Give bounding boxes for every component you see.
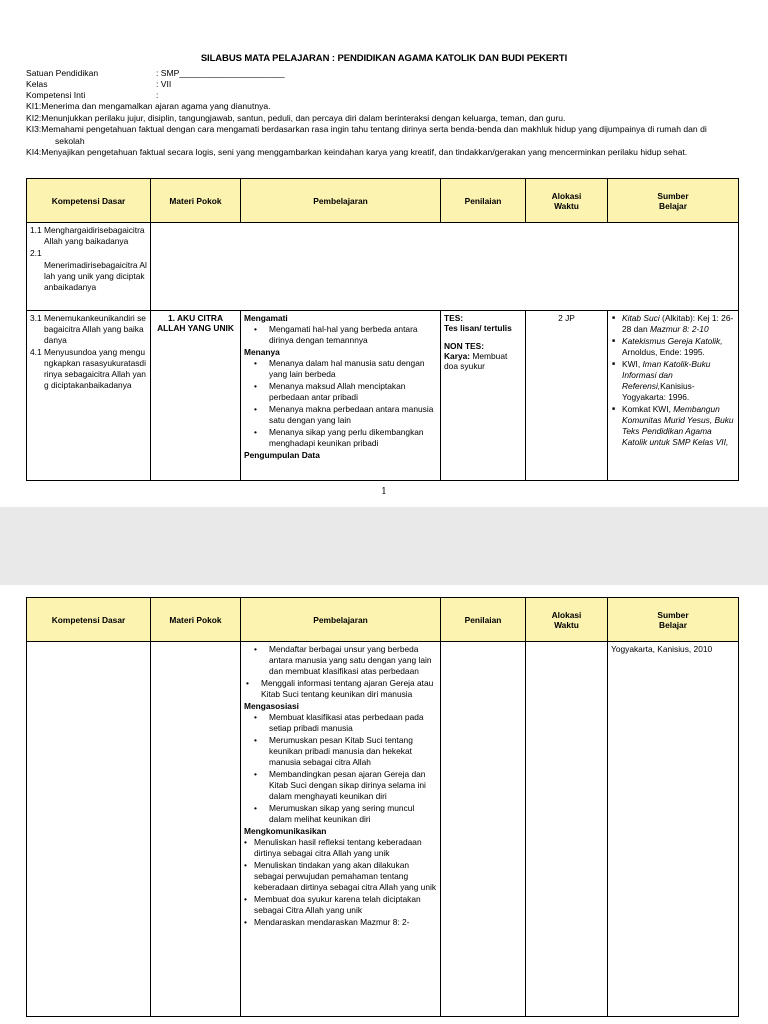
list-item: • Membandingkan pesan ajaran Gereja dan Kitab Suci dengan sikap dirinya selama ini dalam menghayati keunikan diri (244, 769, 437, 802)
alokasi-cell: 2 JP (526, 311, 608, 481)
header-pembelajaran: Pembelajaran (241, 598, 441, 642)
kd-number: 4.1 (30, 347, 42, 357)
ki-3-continued: sekolah (55, 135, 85, 146)
list-item: • Membuat klasifikasi atas perbedaan pada setiap pribadi manusia (244, 712, 437, 734)
kd-item (30, 248, 147, 259)
source-title: Katekismus Gereja Katolik, (622, 336, 723, 346)
meta-key: Satuan Pendidikan (26, 68, 99, 78)
section-heading-pengumpulan-data: Pengumpulan Data (244, 450, 320, 460)
section-heading-mengkomunikasikan: Mengkomunikasikan (244, 826, 327, 836)
table-header-row (27, 179, 739, 223)
header-alokasi-waktu (526, 598, 608, 642)
source-title: Iman Katolik-Buku Informasi dan Referensi, (622, 359, 711, 391)
source-text: Kanisius-Yogyakarta: 1996. (622, 381, 695, 402)
penilaian-tes-detail: Tes lisan/ tertulis (444, 323, 512, 333)
ki-1: KI1:Menerima dan mengamalkan ajaran agama yang dianutnya. (26, 101, 271, 111)
materi-pokok-cell: 1. AKU CITRA ALLAH YANG UNIK (151, 311, 241, 481)
header-materi-pokok: Materi Pokok (151, 179, 241, 223)
list-item: • Merumuskan pesan Kitab Suci tentang keunikan pribadi manusia dan hekekat manusia sebagai citra Allah (244, 735, 437, 768)
header-alokasi-line2: Waktu (554, 200, 579, 211)
source-author: KWI, (622, 359, 643, 369)
header-penilaian: Penilaian (441, 179, 526, 223)
kd-item (30, 313, 147, 346)
sumber-list (611, 313, 735, 448)
source-title: Membangun Komunitas Murid Yesus, Buku Teks Pendidikan Agama Katolik untuk SMP Kelas VII, (622, 404, 734, 447)
kd-cell (27, 311, 151, 481)
document-page-2 (0, 585, 768, 1024)
kd-text (44, 248, 147, 259)
penilaian-tes: TES: (444, 313, 464, 323)
kd-item (30, 347, 147, 391)
header-materi-pokok: Materi Pokok (151, 598, 241, 642)
meta-value: : VII (156, 79, 172, 89)
page-number: 1 (381, 487, 387, 497)
table-row (27, 223, 739, 311)
header-kompetensi-dasar: Kompetensi Dasar (27, 179, 151, 223)
menanya-list (244, 358, 437, 449)
kd-number (30, 260, 44, 293)
sumber-cell: Yogyakarta, Kanisius, 2010 (608, 642, 739, 1017)
meta-kelas (26, 79, 171, 89)
source-author: Komkat KWI, (622, 404, 674, 414)
kd-number: 3.1 (30, 313, 42, 323)
section-heading-mengamati: Mengamati (244, 313, 288, 323)
meta-value: : SMP______________________ (156, 68, 285, 78)
source-title: Mazmur 8: 2-10 (649, 324, 709, 334)
kd-text: Menemukankeunikandiri sebagaicitra Allah yang baikadanya (44, 313, 146, 345)
list-item (611, 336, 735, 358)
header-alokasi-line1: Alokasi (551, 190, 582, 201)
kd-text: Menerimadirisebagaicitra Allah yang unik yang diciptakanbaikadanya (44, 260, 147, 292)
table-header-row (27, 598, 739, 642)
kd-cell (27, 642, 151, 1017)
syllabus-table (26, 178, 739, 481)
kd-item (30, 260, 147, 293)
meta-key: Kelas (26, 79, 48, 89)
kd-text: Menghargaidirisebagaicitra Allah yang baikadanya (44, 225, 145, 246)
mendaftar-list (244, 644, 437, 677)
source-title: Kitab Suci (622, 313, 660, 323)
pembelajaran-cell (241, 642, 441, 1017)
header-pembelajaran: Pembelajaran (241, 179, 441, 223)
section-heading-menanya: Menanya (244, 347, 280, 357)
list-item: • Mendaraskan mendaraskan Mazmur 8: 2- (244, 917, 437, 928)
header-sumber-line1: Sumber (657, 609, 689, 620)
list-item (611, 359, 735, 403)
penilaian-cell (441, 311, 526, 481)
list-item: • Menanya sikap yang perlu dikembangkan menghadapi keunikan pribadi (244, 427, 437, 449)
ki-2: KI2:Menunjukkan perilaku jujur, disiplin, tangungjawab, santun, peduli, dan percaya diri dalam berinteraksi dengan keluarga, teman, dan guru. (26, 112, 566, 123)
list-item: • Menuliskan hasil refleksi tentang keberadaan dirtinya sebagai citra Allah yang unik (244, 837, 437, 859)
header-alokasi-line1: Alokasi (551, 609, 582, 620)
empty-cell (151, 223, 739, 311)
karya-text: Membuat doa syukur (444, 351, 508, 371)
meta-value: : (156, 90, 159, 100)
kd-number: 2.1 (30, 248, 42, 258)
header-sumber-line1: Sumber (657, 190, 689, 201)
list-item (611, 313, 735, 335)
meta-key: Kompetensi Inti (26, 90, 86, 100)
ki-3: KI3:Memahami pengetahuan faktual dengan cara mengamati berdasarkan rasa ingin tahu tentang dirinya serta benda-benda dan makhluk hidup yang dijumpainya di rumah dan di (26, 124, 707, 134)
mengkomunikasikan-list (244, 837, 437, 928)
source-text: (Alkitab): Kej 1: 26-28 dan (622, 313, 734, 334)
header-sumber-line2: Belajar (659, 619, 687, 630)
table-row (27, 311, 739, 481)
karya-label: Karya: (444, 351, 471, 361)
list-item: • Menanya makna perbedaan antara manusia satu dengan yang lain (244, 404, 437, 426)
syllabus-table-continued (26, 597, 739, 1017)
table-row (27, 642, 739, 1017)
kd-cell (27, 223, 151, 311)
list-item: • Merumuskan sikap yang sering muncul dalam melihat keunikan diri (244, 803, 437, 825)
meta-kompetensi-inti (26, 90, 158, 100)
penilaian-karya (444, 351, 522, 371)
mengasosiasi-list (244, 712, 437, 825)
list-item: • Menanya maksud Allah menciptakan perbedaan antar pribadi (244, 381, 437, 403)
document-page-1 (0, 0, 768, 507)
materi-pokok-cell (151, 642, 241, 1017)
document-title: SILABUS MATA PELAJARAN : PENDIDIKAN AGAMA KATOLIK DAN BUDI PEKERTI (200, 53, 568, 64)
header-penilaian: Penilaian (441, 598, 526, 642)
source-text: Arnoldus, Ende: 1995. (622, 347, 705, 357)
list-item: • Menggali informasi tentang ajaran Gereja atau Kitab Suci tentang keunikan diri manusia (244, 678, 437, 700)
alokasi-cell (526, 642, 608, 1017)
kd-number: 1.1 (30, 225, 42, 235)
list-item (611, 404, 735, 448)
sumber-cell (608, 311, 739, 481)
kd-item (30, 225, 147, 247)
list-item: • Menuliskan tindakan yang akan dilakukan sebagai perwujudan pemahaman tentang keberadaan dirtinya sebagai citra Allah yang unik (244, 860, 437, 893)
header-sumber-line2: Belajar (659, 200, 687, 211)
header-alokasi-waktu (526, 179, 608, 223)
kompetensi-inti-list (26, 101, 748, 159)
meta-satuan-pendidikan (26, 68, 285, 78)
header-alokasi-line2: Waktu (554, 619, 579, 630)
list-item: • Mendaftar berbagai unsur yang berbeda antara manusia yang satu dengan yang lain dan membuat klasifikasi atas perbedaan (244, 644, 437, 677)
ki-4: KI4:Menyajikan pengetahuan faktual secara logis, seni yang menggambarkan keindahan karya yang kreatif, dan tindakkan/gerakan yang mencerminkan perilaku hidup sehat. (26, 147, 688, 157)
penilaian-cell (441, 642, 526, 1017)
mengamati-list (244, 324, 437, 346)
list-item: • Menanya dalam hal manusia satu dengan yang lain berbeda (244, 358, 437, 380)
menggali-list (244, 678, 437, 700)
header-kompetensi-dasar: Kompetensi Dasar (27, 598, 151, 642)
list-item: • Mengamati hal-hal yang berbeda antara dirinya dengan temannnya (244, 324, 437, 346)
pembelajaran-cell (241, 311, 441, 481)
list-item: • Membuat doa syukur karena telah diciptakan sebagai Citra Allah yang unik (244, 894, 437, 916)
kd-text: Menyusundoa yang mengungkapkan rasasyukuratasdirinya sebagaicitra Allah yang diciptakanbaikadanya (44, 347, 146, 390)
penilaian-nontes: NON TES: (444, 341, 485, 351)
header-sumber-belajar (608, 598, 739, 642)
section-heading-mengasosiasi: Mengasosiasi (244, 701, 299, 711)
header-sumber-belajar (608, 179, 739, 223)
